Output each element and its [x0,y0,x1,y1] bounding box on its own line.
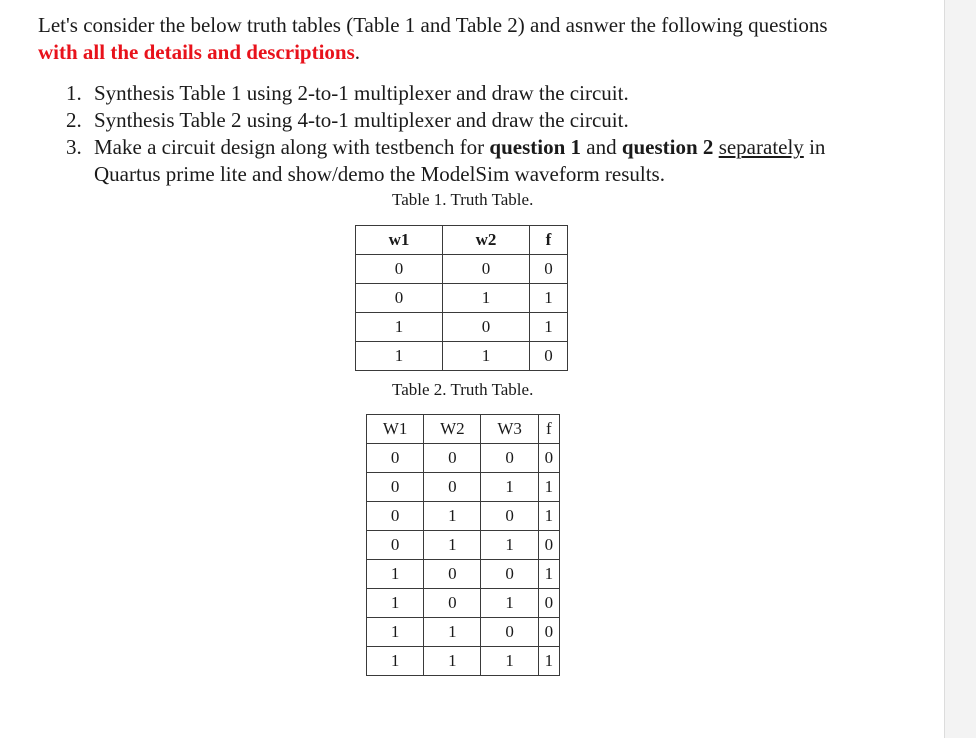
table2-header: W3 [481,415,538,444]
table-cell: 0 [530,342,568,371]
question-list [66,80,896,188]
table-cell: 0 [481,618,538,647]
table-cell: 0 [443,313,530,342]
question-item-2 [66,107,896,134]
table-cell: 1 [424,647,481,676]
table-cell: 0 [443,255,530,284]
table-cell: 1 [481,647,538,676]
table2-caption: Table 2. Truth Table. [392,380,534,399]
table-cell: 1 [367,589,424,618]
table-row [367,531,560,560]
table-cell: 1 [356,342,443,371]
table-cell: 1 [530,313,568,342]
table-cell: 0 [367,502,424,531]
table-row [367,473,560,502]
table-cell: 0 [367,473,424,502]
table-cell: 0 [424,473,481,502]
table-cell: 1 [424,531,481,560]
table-cell: 0 [481,560,538,589]
table-row [356,313,568,342]
table-cell: 0 [481,502,538,531]
table-cell: 1 [481,473,538,502]
question-number: 2. [66,108,82,132]
table-cell: 1 [538,473,559,502]
table1-caption: Table 1. Truth Table. [392,190,534,209]
table2-header: W1 [367,415,424,444]
table-cell: 1 [424,502,481,531]
table-row [356,255,568,284]
table-cell: 1 [356,313,443,342]
table-cell: 1 [367,647,424,676]
table-row [367,444,560,473]
table-row [367,502,560,531]
table-cell: 1 [367,560,424,589]
intro-text: Let's consider the below truth tables (Table 1 and Table 2) and asnwer the following questions [38,13,828,37]
table-cell: 1 [481,589,538,618]
table-cell: 1 [367,618,424,647]
table-cell: 1 [530,284,568,313]
intro-paragraph [38,12,908,66]
table-cell: 0 [356,284,443,313]
table2-header: W2 [424,415,481,444]
truth-table-2 [366,414,560,676]
table-row [367,560,560,589]
table-cell: 0 [424,444,481,473]
table-cell: 1 [424,618,481,647]
underlined-separately: separately [718,135,804,159]
table-row [356,284,568,313]
question-number: 3. [66,135,82,159]
question-item-1 [66,80,896,107]
question-text: Synthesis Table 2 using 4-to-1 multiplexer and draw the circuit. [94,108,629,132]
table-cell: 0 [538,531,559,560]
bold-question-1: question 1 [489,135,581,159]
table-cell: 1 [443,284,530,313]
table-cell: 0 [530,255,568,284]
table-cell: 0 [424,589,481,618]
table1-header: w2 [443,226,530,255]
table-row [367,618,560,647]
question-item-3 [66,134,896,188]
table-cell: 0 [481,444,538,473]
table-cell: 0 [367,444,424,473]
bold-question-2: question 2 [621,135,714,159]
table-cell: 1 [481,531,538,560]
table-cell: 0 [538,589,559,618]
table1-header: f [530,226,568,255]
question-text: Make a circuit design along with testbench for question 1 and question 2 separately in Quartus prime lite and show/demo the ModelSim waveform results. [94,135,826,186]
table2-header: f [538,415,559,444]
table-cell: 0 [367,531,424,560]
intro-emphasis: with all the details and descriptions [38,40,355,64]
table-row [367,647,560,676]
table-cell: 0 [538,618,559,647]
table-cell: 0 [538,444,559,473]
table-row [356,342,568,371]
table-cell: 1 [538,502,559,531]
table1-header: w1 [356,226,443,255]
question-text: Synthesis Table 1 using 2-to-1 multiplexer and draw the circuit. [94,81,629,105]
table-cell: 0 [356,255,443,284]
table-row [367,589,560,618]
table-cell: 1 [538,647,559,676]
intro-period: . [354,40,361,64]
truth-table-1 [355,225,568,371]
question-number: 1. [66,81,82,105]
vertical-scrollbar[interactable] [944,0,976,738]
table-cell: 1 [538,560,559,589]
table-cell: 0 [424,560,481,589]
table-cell: 1 [443,342,530,371]
